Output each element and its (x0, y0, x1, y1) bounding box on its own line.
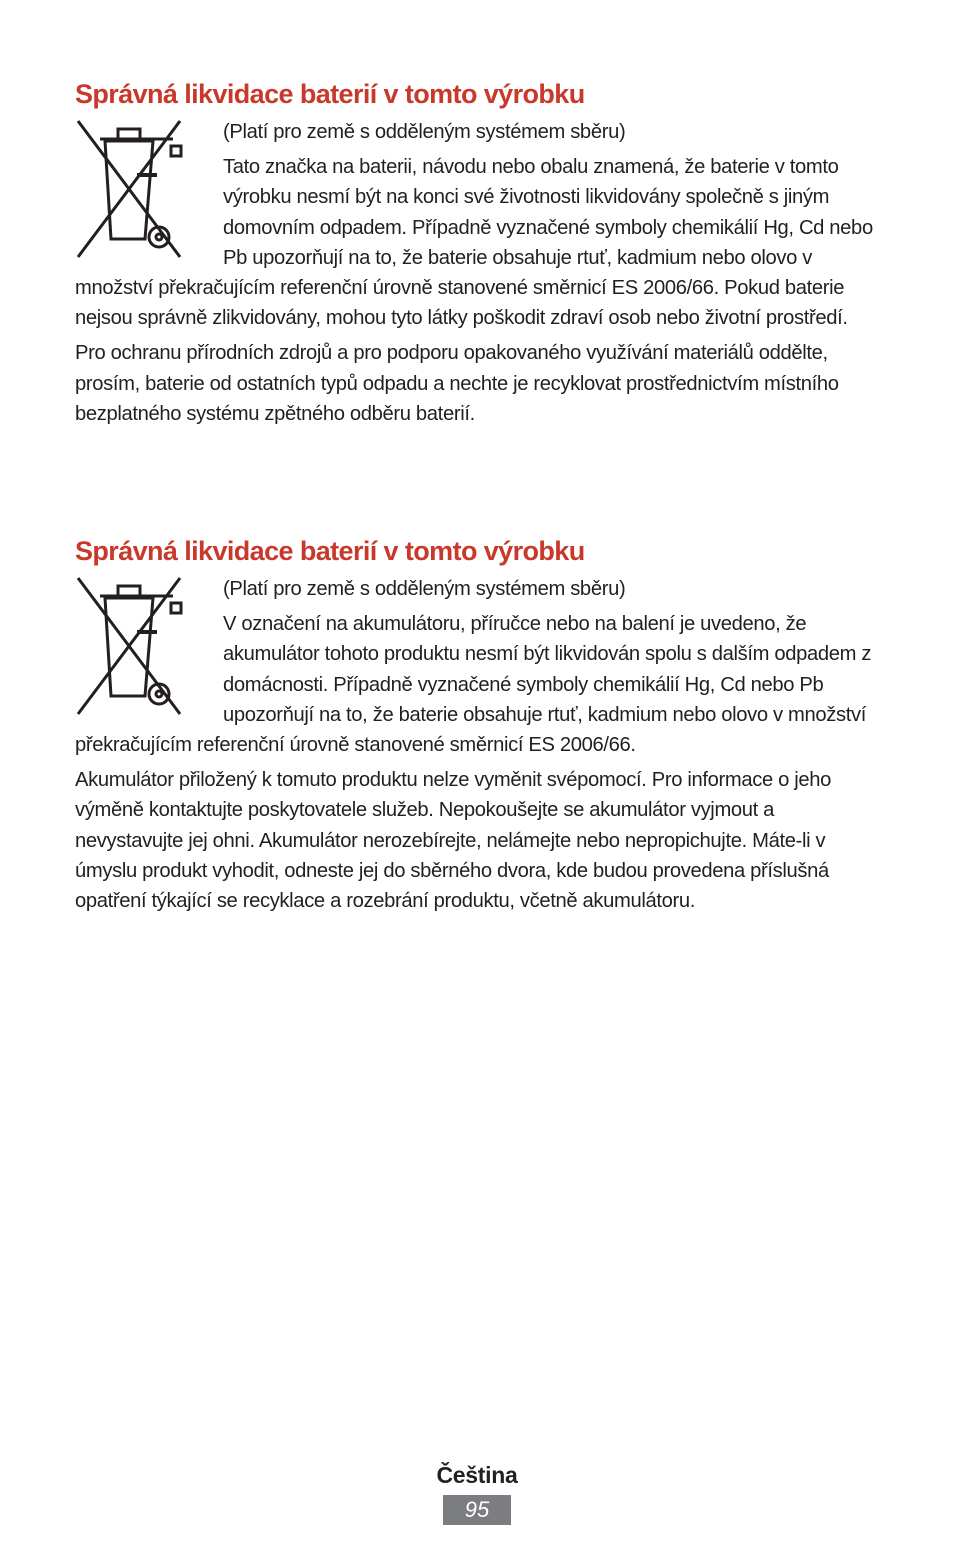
page-footer (0, 1460, 954, 1525)
crossed-out-wheelie-bin-icon (75, 576, 183, 716)
section-title: Správná likvidace baterií v tomto výrobku (75, 536, 585, 566)
battery-disposal-section-2 (75, 533, 885, 916)
page-number: 95 (443, 1495, 511, 1525)
paragraph-accumulator-mark: V označení na akumulátoru, příručce nebo na balení je uvedeno, že akumulátor tohoto produktu nesmí být likvidován spolu s dalším odpadem z domácnosti. Případně vyznačené symboly chemikálií Hg, Cd nebo Pb upozorňují na to, že baterie obsahuje rtuť, kadmium nebo olovo v množství překračujícím referenční úrovně stanovené směrnicí ES 2006/66. (75, 613, 872, 757)
paragraph-accumulator-replacement: Akumulátor přiložený k tomuto produktu nelze vyměnit svépomocí. Pro informace o jeho výměně kontaktujte poskytovatele služeb. Nepokoušejte se akumulátor vyjmout a nevystavujte jej ohni. Akumulátor nerozebírejte, nelámejte nebo nepropichujte. Máte-li v úmyslu produkt vyhodit, odneste jej do sběrného dvora, kde budou provedena příslušná opatření týkající se recyklace a rozebrání produktu, včetně akumulátoru. (75, 769, 832, 913)
crossed-out-wheelie-bin-icon (75, 119, 183, 259)
applicability-note: (Platí pro země s odděleným systémem sběru) (223, 578, 626, 600)
paragraph-battery-mark: Tato značka na baterii, návodu nebo obalu znamená, že baterie v tomto výrobku nesmí být na konci své životnosti likvidovány společně s jiným domovním odpadem. Případně vyznačené symboly chemikálií Hg, Cd nebo Pb upozorňují na to, že baterie obsahuje rtuť, kadmium nebo olovo v množství překračujícím referenční úrovně stanovené směrnicí ES 2006/66. Pokud baterie nejsou správně zlikvidovány, mohou tyto látky poškodit zdraví osob nebo životní prostředí. (75, 156, 873, 330)
section-title: Správná likvidace baterií v tomto výrobku (75, 79, 585, 109)
battery-disposal-section-1 (75, 76, 885, 429)
footer-language: Čeština (436, 1462, 518, 1488)
applicability-note: (Platí pro země s odděleným systémem sběru) (223, 121, 626, 143)
paragraph-recycling: Pro ochranu přírodních zdrojů a pro podporu opakovaného využívání materiálů oddělte, prosím, baterie od ostatních typů odpadu a nechte je recyklovat prostřednictvím místního bezplatného systému zpětného odběru baterií. (75, 342, 839, 425)
